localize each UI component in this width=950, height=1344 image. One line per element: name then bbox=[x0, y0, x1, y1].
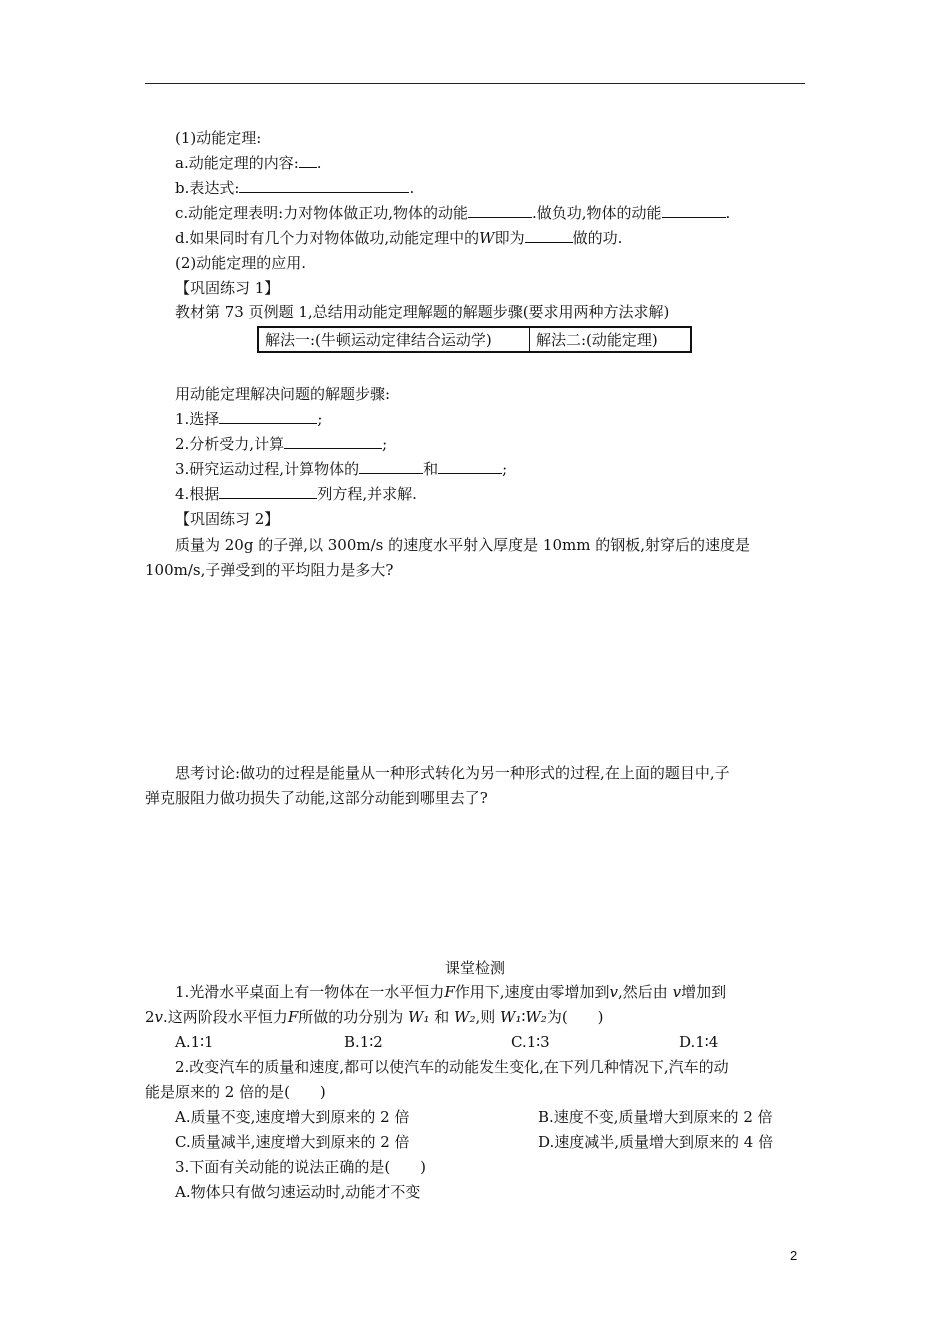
blank bbox=[219, 409, 317, 424]
q3-option-a[interactable]: A.物体只有做匀速运动时,动能才不变 bbox=[175, 1183, 421, 1201]
blank bbox=[239, 178, 409, 193]
practice1-prompt: 教材第 73 页例题 1,总结用动能定理解题的解题步骤(要求用两种方法求解) bbox=[175, 303, 670, 321]
section1-d: d.如果同时有几个力对物体做功,动能定理中的W即为 做的功. bbox=[175, 229, 623, 247]
section1-heading: (1)动能定理: bbox=[175, 129, 262, 147]
discussion-line2: 弹克服阻力做功损失了动能,这部分动能到哪里去了? bbox=[145, 789, 488, 807]
blank bbox=[525, 228, 573, 243]
step-2: 2.分析受力,计算 ; bbox=[175, 435, 388, 453]
page-number: 2 bbox=[790, 1248, 798, 1263]
q2-option-d[interactable]: D.速度减半,质量增大到原来的 4 倍 bbox=[538, 1133, 774, 1151]
blank bbox=[438, 459, 502, 474]
q2-option-a[interactable]: A.质量不变,速度增大到原来的 2 倍 bbox=[175, 1108, 410, 1126]
q1-option-d[interactable]: D.1∶4 bbox=[679, 1033, 719, 1051]
header-rule bbox=[145, 83, 805, 84]
q2-line1: 2.改变汽车的质量和速度,都可以使汽车的动能发生变化,在下列几种情况下,汽车的动 bbox=[175, 1058, 729, 1076]
step-4: 4.根据 列方程,并求解. bbox=[175, 485, 417, 503]
blank bbox=[359, 459, 423, 474]
blank bbox=[219, 484, 317, 499]
q1-line1: 1.光滑水平桌面上有一物体在一水平恒力F作用下,速度由零增加到v,然后由 v增加到 bbox=[175, 983, 727, 1001]
practice2-line2: 100m/s,子弹受到的平均阻力是多大? bbox=[145, 561, 394, 579]
discussion-line1: 思考讨论:做功的过程是能量从一种形式转化为另一种形式的过程,在上面的题目中,子 bbox=[175, 764, 730, 782]
q2-option-c[interactable]: C.质量减半,速度增大到原来的 2 倍 bbox=[175, 1133, 410, 1151]
practice1-title: 【巩固练习 1】 bbox=[175, 279, 280, 297]
q3-line1: 3.下面有关动能的说法正确的是( ) bbox=[175, 1158, 427, 1176]
q1-line2: 2v.这两阶段水平恒力F所做的功分别为 W₁ 和 W₂,则 W₁∶W₂为( ) bbox=[145, 1008, 604, 1026]
blank bbox=[299, 153, 317, 168]
section1-application: (2)动能定理的应用. bbox=[175, 254, 307, 272]
step-3: 3.研究运动过程,计算物体的 和 ; bbox=[175, 460, 508, 478]
section1-a: a.动能定理的内容: . bbox=[175, 154, 322, 172]
quiz-title: 课堂检测 bbox=[444, 959, 505, 977]
q2-line2: 能是原来的 2 倍的是( ) bbox=[145, 1083, 326, 1101]
method2-cell: 解法二:(动能定理) bbox=[536, 331, 658, 349]
q2-option-b[interactable]: B.速度不变,质量增大到原来的 2 倍 bbox=[538, 1108, 773, 1126]
solution-methods-table bbox=[257, 326, 692, 353]
step-1: 1.选择 ; bbox=[175, 410, 323, 428]
steps-intro: 用动能定理解决问题的解题步骤: bbox=[175, 385, 391, 403]
blank bbox=[284, 434, 382, 449]
practice2-line1: 质量为 20g 的子弹,以 300m/s 的速度水平射入厚度是 10mm 的钢板,射穿后的速度是 bbox=[175, 536, 750, 554]
section1-b: b.表达式: . bbox=[175, 179, 415, 197]
q1-option-a[interactable]: A.1∶1 bbox=[175, 1033, 214, 1051]
q1-option-b[interactable]: B.1∶2 bbox=[344, 1033, 383, 1051]
q1-option-c[interactable]: C.1∶3 bbox=[511, 1033, 550, 1051]
method1-cell: 解法一:(牛顿运动定律结合运动学) bbox=[259, 328, 530, 351]
practice2-title: 【巩固练习 2】 bbox=[175, 510, 280, 528]
blank bbox=[662, 203, 726, 218]
section1-c: c.动能定理表明:力对物体做正功,物体的动能 .做负功,物体的动能 . bbox=[175, 204, 731, 222]
blank bbox=[468, 203, 532, 218]
